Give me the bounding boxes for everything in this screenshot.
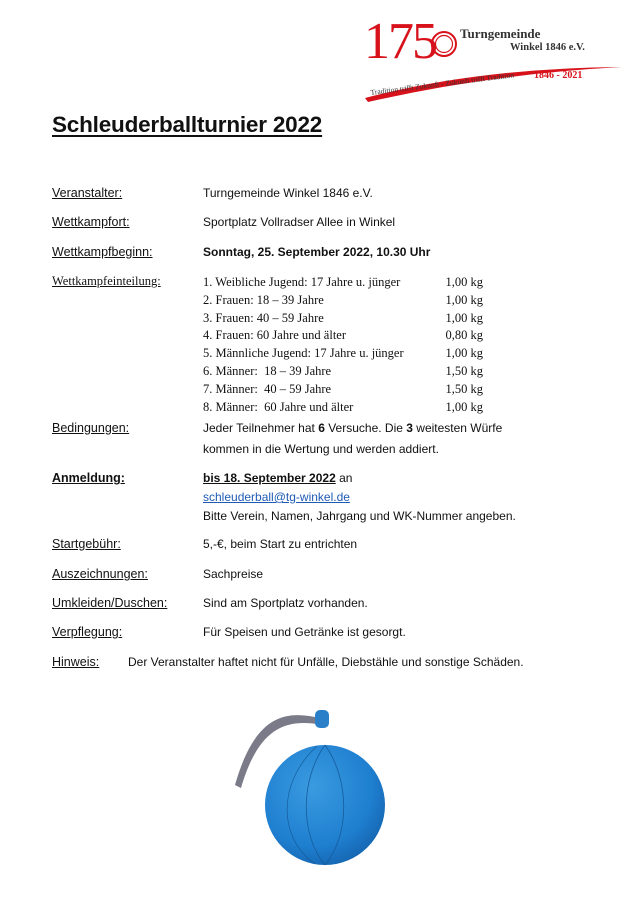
start-value: Sonntag, 25. September 2022, 10.30 Uhr — [203, 245, 431, 259]
organizer-label: Veranstalter: — [52, 186, 123, 200]
category-weight: 0,80 kg — [445, 328, 483, 343]
venue-label: Wettkampfort: — [52, 215, 130, 229]
conditions-label: Bedingungen: — [52, 421, 130, 435]
category-name: 4. Frauen: 60 Jahre und älter — [203, 328, 347, 343]
conditions-text: Jeder Teilnehmer hat — [203, 421, 319, 435]
category-weight: 1,00 kg — [445, 399, 483, 414]
ball-body — [265, 745, 385, 865]
category-item — [203, 399, 483, 417]
category-name: 8. Männer: 60 Jahre und älter — [203, 399, 354, 414]
category-item — [203, 274, 483, 292]
category-name: 3. Frauen: 40 – 59 Jahre — [203, 310, 324, 325]
logo-club-name: Turngemeinde — [460, 26, 541, 41]
category-item — [203, 310, 483, 328]
category-weight: 1,00 kg — [445, 346, 483, 361]
category-weight: 1,00 kg — [445, 310, 483, 325]
awards-value: Sachpreise — [203, 567, 264, 581]
registration-deadline-suffix: an — [335, 471, 353, 485]
logo-number: 175 — [364, 13, 436, 70]
category-name: 1. Weibliche Jugend: 17 Jahre u. jünger — [203, 275, 401, 289]
registration-deadline-line — [203, 471, 352, 485]
category-weight: 1,50 kg — [445, 381, 483, 396]
conditions-text: Versuche. Die — [324, 421, 407, 435]
changing-value: Sind am Sportplatz vorhanden. — [203, 596, 368, 610]
awards-label: Auszeichnungen: — [52, 567, 148, 581]
registration-note: Bitte Verein, Namen, Jahrgang und WK-Nummer angeben. — [203, 509, 516, 523]
ball-strap-clip — [315, 710, 329, 728]
conditions-text: weitesten Würfe — [412, 421, 503, 435]
category-weight: 1,50 kg — [445, 363, 483, 378]
category-item — [203, 292, 483, 310]
logo-club-town: Winkel 1846 e.V. — [510, 42, 585, 53]
category-name: 2. Frauen: 18 – 39 Jahre — [203, 292, 324, 307]
category-item — [203, 345, 483, 363]
organizer-value: Turngemeinde Winkel 1846 e.V. — [203, 186, 373, 200]
logo-years: 1846 - 2021 — [534, 70, 583, 81]
categories-label: Wettkampfeinteilung: — [52, 274, 161, 288]
fee-value: 5,-€, beim Start zu entrichten — [203, 537, 358, 551]
category-item — [203, 327, 483, 345]
attempts-count: 6 — [318, 421, 325, 435]
registration-email-link[interactable]: schleuderball@tg-winkel.de — [203, 490, 350, 504]
conditions-line-2: kommen in die Wertung und werden addiert. — [203, 442, 439, 456]
catering-value: Für Speisen und Getränke ist gesorgt. — [203, 625, 406, 639]
start-label: Wettkampfbeginn: — [52, 245, 153, 259]
category-weight: 1,00 kg — [445, 292, 483, 307]
category-item — [203, 363, 483, 381]
best-throws-count: 3 — [406, 421, 413, 435]
schleuderball-image — [215, 700, 415, 890]
category-weight: 1,00 kg — [445, 275, 483, 289]
fee-label: Startgebühr: — [52, 537, 121, 551]
club-logo — [360, 10, 630, 105]
category-name: 6. Männer: 18 – 39 Jahre — [203, 363, 332, 378]
category-name: 5. Männliche Jugend: 17 Jahre u. jünger — [203, 346, 404, 361]
registration-label: Anmeldung: — [52, 471, 125, 485]
changing-label: Umkleiden/Duschen: — [52, 596, 168, 610]
catering-label: Verpflegung: — [52, 625, 123, 639]
category-name: 7. Männer: 40 – 59 Jahre — [203, 381, 332, 396]
logo-slogan: Tradition trifft Zukunft - Zukunft trifft Tradition — [370, 70, 515, 97]
categories-list — [203, 274, 483, 416]
page-title: Schleuderballturnier 2022 — [52, 112, 323, 137]
registration-deadline: bis 18. September 2022 — [203, 471, 336, 485]
conditions-line-1 — [203, 421, 502, 435]
notice-value: Der Veranstalter haftet nicht für Unfälle, Diebstähle und sonstige Schäden. — [128, 655, 524, 669]
notice-label: Hinweis: — [52, 655, 100, 669]
category-item — [203, 381, 483, 399]
venue-value: Sportplatz Vollradser Allee in Winkel — [203, 215, 396, 229]
